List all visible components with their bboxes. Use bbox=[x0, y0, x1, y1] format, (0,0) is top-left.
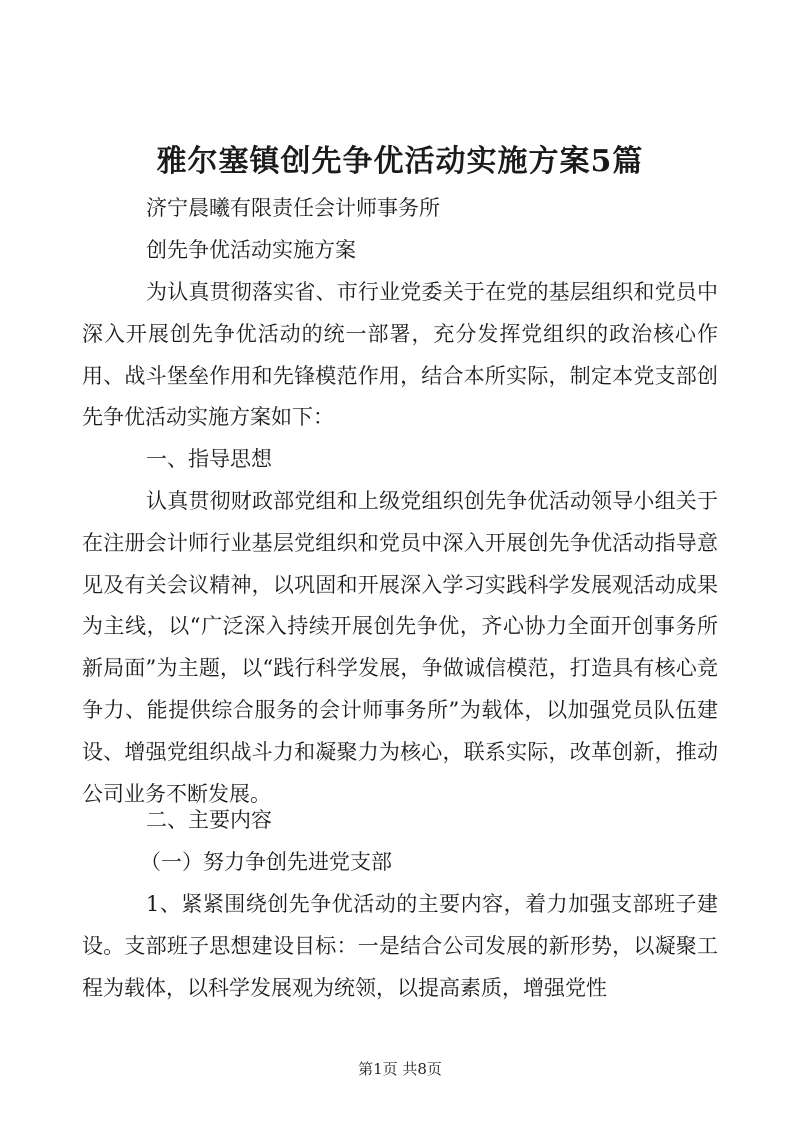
subsection-heading-advanced-branch: （一）努力争创先进党支部 bbox=[140, 850, 392, 874]
section-heading-main-content: 二、主要内容 bbox=[146, 808, 272, 832]
plan-subtitle: 创先争优活动实施方案 bbox=[146, 238, 356, 262]
company-name: 济宁晨曦有限责任会计师事务所 bbox=[146, 196, 440, 220]
guiding-ideology-paragraph: 认真贯彻财政部党组和上级党组织创先争优活动领导小组关于在注册会计师行业基层党组织和党员中深入开展创先争优活动指导意见及有关会议精神，以巩固和开展深入学习实践科学发展观活动成果为主线，以“广泛深入持续开展创先争优，齐心协力全面开创事务所新局面”为主题，以“践行科学发展，争做诚信模范，打造具有核心竞争力、能提供综合服务的会计师事务所”为载体，以加强党员队伍建设、增强党组织战斗力和凝聚力为核心，联系实际，改革创新，推动公司业务不断发展。 bbox=[82, 489, 718, 806]
intro-paragraph: 为认真贯彻落实省、市行业党委关于在党的基层组织和党员中深入开展创先争优活动的统一部署，充分发挥党组织的政治核心作用、战斗堡垒作用和先锋模范作用，结合本所实际，制定本党支部创先争优活动实施方案如下： bbox=[82, 280, 718, 430]
section-heading-guiding-ideology: 一、指导思想 bbox=[146, 447, 272, 471]
document-title: 雅尔塞镇创先争优活动实施方案5篇 bbox=[156, 144, 644, 179]
item-1-paragraph: 1、紧紧围绕创先争优活动的主要内容，着力加强支部班子建设。支部班子思想建设目标：一是结合公司发展的新形势，以凝聚工程为载体，以科学发展观为统领，以提高素质，增强党性 bbox=[82, 892, 718, 1000]
page-footer: 第1页 共8页 bbox=[358, 1060, 442, 1078]
